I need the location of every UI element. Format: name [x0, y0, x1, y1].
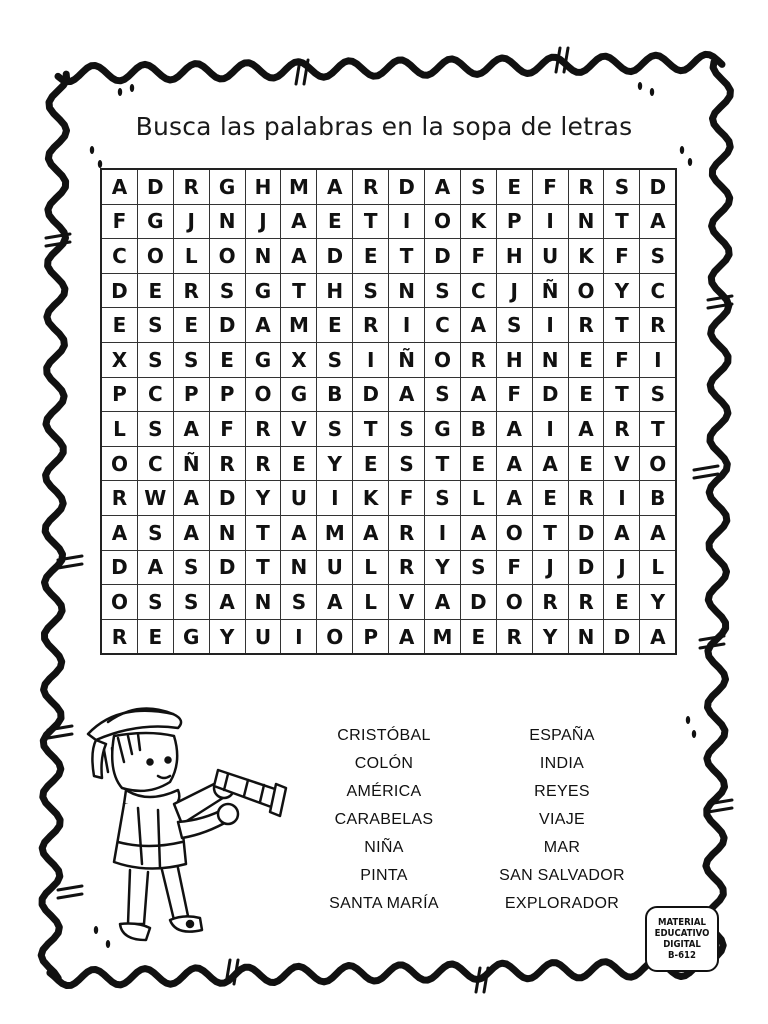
grid-cell: Y	[245, 481, 281, 516]
grid-cell: E	[317, 308, 353, 343]
grid-row	[101, 308, 676, 343]
grid-cell: S	[425, 273, 461, 308]
grid-cell: D	[353, 377, 389, 412]
grid-cell: Y	[425, 550, 461, 585]
grid-cell: I	[317, 481, 353, 516]
grid-cell: P	[101, 377, 137, 412]
grid-cell: E	[281, 446, 317, 481]
grid-cell: A	[568, 412, 604, 447]
grid-cell: C	[137, 377, 173, 412]
grid-cell: E	[568, 377, 604, 412]
grid-cell: A	[496, 481, 532, 516]
grid-row	[101, 481, 676, 516]
grid-cell: A	[604, 515, 640, 550]
grid-cell: R	[101, 481, 137, 516]
grid-cell: G	[245, 342, 281, 377]
grid-cell: F	[209, 412, 245, 447]
grid-cell: A	[460, 308, 496, 343]
grid-cell: M	[281, 169, 317, 204]
grid-cell: D	[604, 619, 640, 654]
grid-cell: E	[496, 169, 532, 204]
grid-cell: D	[568, 550, 604, 585]
grid-cell: A	[245, 308, 281, 343]
stamp-line: DIGITAL	[663, 939, 701, 950]
grid-cell: A	[281, 204, 317, 239]
grid-cell: N	[245, 585, 281, 620]
border-dot	[692, 730, 696, 738]
grid-cell: R	[568, 481, 604, 516]
grid-cell: G	[245, 273, 281, 308]
grid-cell: D	[209, 308, 245, 343]
grid-cell: M	[425, 619, 461, 654]
grid-cell: S	[425, 481, 461, 516]
grid-row	[101, 342, 676, 377]
grid-cell: R	[209, 446, 245, 481]
word-list-item: INDIA	[539, 755, 585, 772]
grid-cell: H	[496, 239, 532, 274]
grid-cell: I	[353, 342, 389, 377]
grid-cell: J	[173, 204, 209, 239]
grid-cell: G	[281, 377, 317, 412]
grid-row	[101, 169, 676, 204]
border-dot	[118, 88, 122, 96]
word-list-item: REYES	[534, 783, 590, 800]
grid-cell: F	[496, 377, 532, 412]
border-dot	[650, 88, 654, 96]
grid-cell: J	[604, 550, 640, 585]
grid-cell: A	[640, 515, 676, 550]
grid-cell: L	[101, 412, 137, 447]
grid-cell: S	[389, 412, 425, 447]
grid-cell: A	[496, 446, 532, 481]
grid-cell: A	[281, 239, 317, 274]
border-dot	[98, 160, 102, 168]
grid-cell: H	[245, 169, 281, 204]
word-list-item: EXPLORADOR	[504, 895, 620, 912]
grid-cell: Y	[532, 619, 568, 654]
grid-cell: U	[317, 550, 353, 585]
grid-cell: S	[173, 550, 209, 585]
grid-cell: A	[173, 481, 209, 516]
stamp-line: MATERIAL	[658, 917, 706, 928]
word-list-item: ESPAÑA	[529, 727, 595, 744]
page-title: Busca las palabras en la sopa de letras	[135, 112, 633, 141]
grid-cell: E	[353, 239, 389, 274]
grid-cell: U	[532, 239, 568, 274]
grid-cell: B	[640, 481, 676, 516]
grid-cell: E	[209, 342, 245, 377]
grid-cell: O	[101, 446, 137, 481]
grid-cell: K	[568, 239, 604, 274]
grid-cell: T	[245, 550, 281, 585]
grid-cell: N	[568, 204, 604, 239]
grid-row	[101, 239, 676, 274]
grid-cell: O	[496, 585, 532, 620]
grid-cell: D	[317, 239, 353, 274]
grid-cell: O	[425, 342, 461, 377]
grid-cell: T	[353, 204, 389, 239]
grid-cell: S	[496, 308, 532, 343]
grid-cell: X	[101, 342, 137, 377]
grid-cell: C	[460, 273, 496, 308]
grid-cell: K	[460, 204, 496, 239]
border-stroke	[50, 960, 714, 985]
grid-cell: K	[353, 481, 389, 516]
grid-cell: V	[604, 446, 640, 481]
grid-cell: T	[532, 515, 568, 550]
grid-cell: S	[460, 550, 496, 585]
grid-cell: O	[317, 619, 353, 654]
grid-cell: I	[532, 308, 568, 343]
grid-cell: R	[604, 412, 640, 447]
word-list-item: MAR	[543, 839, 581, 856]
grid-cell: E	[353, 446, 389, 481]
grid-cell: N	[568, 619, 604, 654]
grid-cell: R	[532, 585, 568, 620]
explorer-boy-icon	[78, 692, 288, 956]
grid-cell: R	[353, 308, 389, 343]
grid-cell: A	[317, 169, 353, 204]
grid-cell: M	[281, 308, 317, 343]
grid-cell: R	[568, 169, 604, 204]
grid-cell: Y	[209, 619, 245, 654]
grid-cell: R	[245, 446, 281, 481]
word-search-grid	[100, 168, 677, 655]
border-hash-mark	[694, 466, 718, 478]
grid-cell: E	[137, 273, 173, 308]
border-dot	[638, 82, 642, 90]
grid-cell: E	[604, 585, 640, 620]
grid-cell: H	[317, 273, 353, 308]
grid-cell: L	[353, 550, 389, 585]
grid-cell: S	[137, 342, 173, 377]
grid-row	[101, 619, 676, 654]
grid-cell: A	[317, 585, 353, 620]
grid-cell: A	[425, 169, 461, 204]
grid-cell: A	[425, 585, 461, 620]
grid-cell: S	[137, 585, 173, 620]
grid-cell: S	[209, 273, 245, 308]
grid-cell: T	[640, 412, 676, 447]
grid-cell: C	[137, 446, 173, 481]
grid-row	[101, 550, 676, 585]
grid-cell: I	[532, 204, 568, 239]
grid-cell: L	[460, 481, 496, 516]
grid-cell: D	[101, 550, 137, 585]
grid-cell: R	[460, 342, 496, 377]
grid-cell: T	[604, 377, 640, 412]
grid-cell: D	[389, 169, 425, 204]
word-list-item: AMÉRICA	[346, 783, 422, 800]
grid-cell: N	[281, 550, 317, 585]
grid-cell: E	[568, 446, 604, 481]
grid-cell: A	[137, 550, 173, 585]
grid-cell: A	[640, 619, 676, 654]
grid-cell: R	[173, 273, 209, 308]
grid-cell: D	[209, 550, 245, 585]
grid-cell: C	[640, 273, 676, 308]
grid-cell: I	[640, 342, 676, 377]
grid-cell: O	[425, 204, 461, 239]
border-dot	[130, 84, 134, 92]
grid-row	[101, 204, 676, 239]
grid-cell: I	[425, 515, 461, 550]
publisher-stamp	[645, 906, 719, 972]
grid-cell: J	[532, 550, 568, 585]
grid-cell: A	[209, 585, 245, 620]
grid-cell: R	[389, 515, 425, 550]
grid-cell: F	[496, 550, 532, 585]
grid-cell: O	[101, 585, 137, 620]
border-stroke	[58, 54, 722, 81]
grid-cell: R	[101, 619, 137, 654]
grid-cell: Ñ	[173, 446, 209, 481]
border-dot	[90, 146, 94, 154]
grid-cell: P	[173, 377, 209, 412]
grid-cell: G	[173, 619, 209, 654]
grid-cell: E	[317, 204, 353, 239]
grid-cell: T	[604, 204, 640, 239]
grid-cell: S	[353, 273, 389, 308]
grid-cell: S	[389, 446, 425, 481]
word-list-item: CARABELAS	[334, 811, 434, 828]
grid-row	[101, 515, 676, 550]
grid-cell: E	[568, 342, 604, 377]
grid-cell: T	[604, 308, 640, 343]
grid-cell: B	[317, 377, 353, 412]
grid-cell: A	[353, 515, 389, 550]
grid-cell: N	[209, 204, 245, 239]
grid-cell: F	[532, 169, 568, 204]
word-list-item: SAN SALVADOR	[499, 867, 625, 884]
grid-cell: Y	[640, 585, 676, 620]
grid-cell: A	[389, 619, 425, 654]
grid-cell: J	[496, 273, 532, 308]
grid-cell: A	[173, 412, 209, 447]
grid-cell: T	[281, 273, 317, 308]
grid-cell: S	[604, 169, 640, 204]
grid-cell: R	[245, 412, 281, 447]
grid-cell: S	[281, 585, 317, 620]
grid-cell: U	[245, 619, 281, 654]
grid-cell: A	[389, 377, 425, 412]
grid-cell: R	[640, 308, 676, 343]
grid-cell: D	[137, 169, 173, 204]
word-list-item: SANTA MARÍA	[329, 895, 439, 912]
grid-cell: F	[460, 239, 496, 274]
word-list-item: NIÑA	[364, 839, 404, 856]
grid-row	[101, 377, 676, 412]
grid-cell: B	[460, 412, 496, 447]
grid-cell: G	[425, 412, 461, 447]
grid-cell: S	[640, 377, 676, 412]
stamp-line: EDUCATIVO	[654, 928, 710, 939]
grid-cell: R	[353, 169, 389, 204]
grid-cell: G	[209, 169, 245, 204]
grid-cell: P	[353, 619, 389, 654]
word-list-item: VIAJE	[539, 811, 585, 828]
grid-cell: A	[640, 204, 676, 239]
grid-cell: A	[460, 377, 496, 412]
grid-cell: D	[532, 377, 568, 412]
grid-cell: D	[101, 273, 137, 308]
grid-cell: S	[425, 377, 461, 412]
grid-cell: L	[353, 585, 389, 620]
word-list-right	[452, 722, 672, 918]
word-list-item: COLÓN	[354, 755, 414, 772]
border-dot	[680, 146, 684, 154]
grid-cell: E	[460, 446, 496, 481]
grid-cell: Y	[604, 273, 640, 308]
grid-cell: E	[460, 619, 496, 654]
grid-cell: X	[281, 342, 317, 377]
grid-cell: S	[640, 239, 676, 274]
grid-cell: N	[209, 515, 245, 550]
grid-cell: E	[101, 308, 137, 343]
grid-cell: F	[389, 481, 425, 516]
border-stroke	[41, 74, 66, 978]
grid-cell: O	[245, 377, 281, 412]
word-list-item: PINTA	[360, 867, 408, 884]
grid-cell: P	[209, 377, 245, 412]
grid-cell: S	[317, 412, 353, 447]
grid-cell: A	[496, 412, 532, 447]
grid-cell: R	[173, 169, 209, 204]
grid-cell: L	[173, 239, 209, 274]
grid-cell: M	[317, 515, 353, 550]
grid-cell: T	[425, 446, 461, 481]
grid-cell: O	[640, 446, 676, 481]
grid-cell: C	[101, 239, 137, 274]
grid-cell: G	[137, 204, 173, 239]
grid-cell: N	[245, 239, 281, 274]
grid-row	[101, 585, 676, 620]
grid-cell: A	[460, 515, 496, 550]
grid-cell: Y	[317, 446, 353, 481]
grid-cell: A	[532, 446, 568, 481]
grid-cell: R	[496, 619, 532, 654]
grid-cell: O	[496, 515, 532, 550]
grid-cell: E	[137, 619, 173, 654]
grid-cell: A	[173, 515, 209, 550]
grid-row	[101, 412, 676, 447]
grid-cell: E	[532, 481, 568, 516]
grid-cell: O	[137, 239, 173, 274]
grid-cell: S	[460, 169, 496, 204]
grid-cell: D	[640, 169, 676, 204]
grid-cell: D	[425, 239, 461, 274]
grid-cell: V	[389, 585, 425, 620]
grid-cell: W	[137, 481, 173, 516]
grid-cell: S	[137, 515, 173, 550]
grid-cell: I	[389, 308, 425, 343]
grid-cell: I	[389, 204, 425, 239]
grid-cell: D	[209, 481, 245, 516]
grid-cell: O	[209, 239, 245, 274]
word-list-item: CRISTÓBAL	[337, 727, 431, 744]
grid-cell: R	[389, 550, 425, 585]
grid-cell: S	[173, 585, 209, 620]
grid-cell: I	[281, 619, 317, 654]
grid-cell: P	[496, 204, 532, 239]
grid-cell: S	[137, 412, 173, 447]
grid-cell: I	[604, 481, 640, 516]
grid-cell: O	[568, 273, 604, 308]
grid-cell: A	[101, 169, 137, 204]
grid-cell: L	[640, 550, 676, 585]
grid-cell: A	[281, 515, 317, 550]
grid-cell: N	[389, 273, 425, 308]
grid-cell: F	[604, 239, 640, 274]
grid-row	[101, 446, 676, 481]
grid-cell: H	[496, 342, 532, 377]
grid-cell: S	[137, 308, 173, 343]
grid-cell: I	[532, 412, 568, 447]
grid-cell: D	[568, 515, 604, 550]
grid-row	[101, 273, 676, 308]
grid-cell: E	[173, 308, 209, 343]
grid-cell: Ñ	[389, 342, 425, 377]
grid-cell: N	[532, 342, 568, 377]
grid-cell: U	[281, 481, 317, 516]
grid-cell: T	[353, 412, 389, 447]
grid-cell: S	[173, 342, 209, 377]
grid-cell: T	[245, 515, 281, 550]
grid-cell: F	[101, 204, 137, 239]
grid-cell: C	[425, 308, 461, 343]
grid-cell: A	[101, 515, 137, 550]
border-stroke	[706, 62, 731, 968]
grid-cell: T	[389, 239, 425, 274]
grid-cell: R	[568, 308, 604, 343]
grid-cell: D	[460, 585, 496, 620]
grid-cell: R	[568, 585, 604, 620]
grid-cell: J	[245, 204, 281, 239]
border-dot	[686, 716, 690, 724]
grid-cell: S	[317, 342, 353, 377]
grid-cell: F	[604, 342, 640, 377]
grid-cell: V	[281, 412, 317, 447]
grid-cell: Ñ	[532, 273, 568, 308]
border-dot	[688, 158, 692, 166]
stamp-line: B-612	[668, 950, 696, 961]
